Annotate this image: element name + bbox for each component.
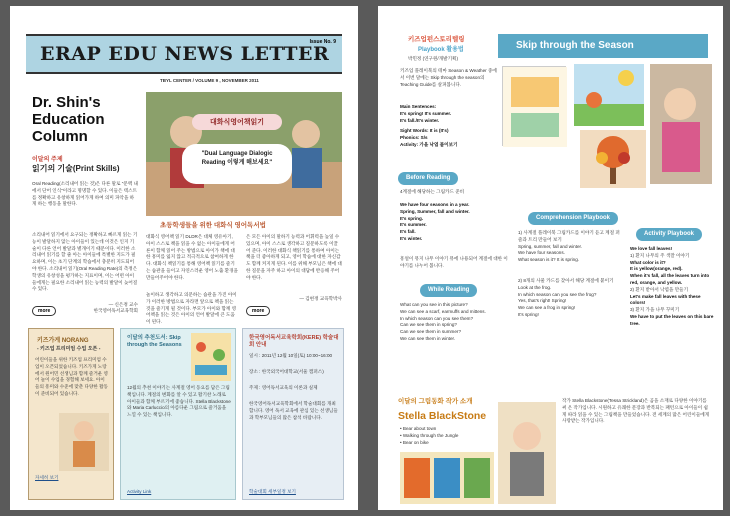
kids-shop-illustration [59,413,109,471]
more-button-2[interactable]: more [246,306,270,316]
main-sentence-1: It's spring! It's summer. [400,111,452,116]
column-2-paragraph-2: 놀이하고 생각하고 의문하는 습관을 가진 아이가 이러한 방법으로 자라면 앞으로 책을 읽는 것을 즐기게 될 것이다. 부모가 아이와 함께 영어책을 읽는 것은 아이의 언어 발달에 큰 도움이 된다. [146,292,237,325]
season-book-photo [574,64,644,126]
author-tag: 박민정 (연구원/개발기획) [408,56,458,61]
comprehension-part-2: 2) 8개의 사물 카드를 찾아서 해당 계절에 붙이기 Look at the frog. In which season can you see the frog? Yes, that's right! Spring! We can see a frog in spring! It's spring! [518,278,614,317]
before-reading-tag: Before Reading [398,172,458,185]
author-books: • Bear about town • Walking through the Jungle • Bear on bike [400,426,459,445]
book-recommendation-box [120,328,236,500]
activity-line: Activity: 가을 낙엽 붙이보기 [400,142,458,147]
before-reading-note: 흥얼이 뮤지 나무 이야기 뮤에 나용되어 계절에 대한 이야기를 나누어 봅니다. [400,256,508,268]
child-photo [650,64,712,184]
conference-text: 한국영어독서교육학회에서 학술대회를 개최합니다. 영어 독서 교육에 관심 있는 선생님들과 학부모님들의 많은 참석 바랍니다. [249,401,338,420]
season-chant: We have four seasons in a year. Spring, Summer, fall and winter. It's spring. It's summer. It's fall. It's winter. [400,202,470,241]
main-sentences-label: Main Sentences: [400,104,437,109]
book-cover-illustration [191,333,231,381]
topic-title: 읽기의 기술(Print Skills) [32,164,120,173]
book-recommendation-text: 12월의 추천 이야기는 사계절 영어 동요를 담은 그림책입니다. 계절의 변화를 알 수 있고 활기찬 노래로 아이들과 함께 부르기에 좋습니다. Stella Blackstone와 Maria Carluccio의 아름다운 그림으로 즐거움을 느낄 수 있는 책입니다. [127,385,231,418]
conference-box [242,328,344,500]
comprehension-part-1: 1) 사계절 플레이북 그림카드를 이야기 듣고 계절 퍼즐과 트리 만들어 보기 Spring, summer, fall and winter. We have four seasons. What season is it? It is spring. [518,230,620,263]
child-illustration [650,64,712,184]
book-recommendation-title: 이달의 추천도서: Skip through the Seasons [127,335,182,348]
kids-shop-title: 키즈가게 NORANG [37,338,89,344]
activity-link[interactable]: Activity Link [127,489,152,494]
tree-craft-photo [580,130,646,188]
topic-label: 이달의 주제 [32,157,63,163]
volume-line: TBYL CENTER / VOLUME 9 , NOVEMBER 2011 [160,78,259,83]
dialogic-reading-photo [146,92,342,216]
comprehension-tag: Comprehension Playbook [528,212,618,225]
masthead-title: ERAP EDU NEWS LETTER [40,43,330,65]
column-1-signature: — 신은정 교수 한국영어독서교육학회 [93,302,138,313]
kids-shop-photo [59,413,109,471]
conference-venue: 장소 : 한국외국어대학교(서울 캠퍼스) [249,369,324,374]
while-reading-questions: What can you see in this picture? We can see a scarf, earmuffs and mittens. In which season can you see them? Can we see them in spring? Can we see them in summer? We can see them in winter. [400,302,486,341]
while-reading-tag: While Reading [420,284,477,297]
book-cover [191,333,231,381]
conference-title: 한국영어독서교육학회(KERE) 학술대회 안내 [249,335,339,348]
activity-playbook-text: We love fall leaves! 1) 환지 나무의 주 색깔 이야기 What color is it? It is yellow(orange, red). When it's fall, all the leaves turn into red, orange, and yellow. 2) 환지 받아서 낙엽을 만들기 Let's make fall leaves with these colors! 3) 환지 가을 나무 꾸미기 We have to put the leaves on this bare tree. [630,246,714,326]
kids-shop-text: 어린이들을 위한 키즈업 프리미엄 수업이 오픈되었습니다. 키즈가게 노랑에서 원어민 선생님과 함께 즐거운 영어 놀이 수업을 경험해 보세요. 아이들의 흥미와 수준에 맞춘 다양한 활동이 준비되어 있습니다. [35,357,108,396]
conference-date: 일시 : 2011년 12월 10일(토) 10:00~16:00 [249,353,333,358]
dialogic-heading: 초등학생들을 위한 대화식 영어독서법 [160,222,266,229]
phonics: Phonics: S/s [400,135,428,140]
newsletter-left-page [10,6,358,510]
section-title: Skip through the Season [516,40,634,51]
brand-title: 키즈업펀스토리텔링 [408,36,465,43]
intro-text: 키즈업 플레이북의 테마 Season & Weather 중에서 이번 달에는 Skip through the season의 Teaching Guide를 살펴봅니다. [400,68,497,87]
playbook-page-illustration [503,67,567,147]
column-2-paragraph-1: 대화식 영어책 읽기 DLDR은 대체 영유아기, 아이 스스로 책을 읽을 수 없는 아이들에게 어른이 함께 읽어 주는 방법으로 아이가 책에 대한 흥미를 잃지 않고 적극적으로 참여하게 한다. 대화식 책읽기를 통해 영어책 읽기를 즐기는 습관을 들이고 자연스러운 영어 노출 환경을 만들어주어야 한다. [146,234,238,280]
dialogic-banner: 대화식영어책읽기 [192,114,282,130]
kids-shop-box [28,328,114,500]
author-portrait [498,402,556,504]
playbook-page-photo [502,66,566,146]
dialogic-quote: "Dual Language Dialogic Reading 이렇게 해보세요" [182,144,292,184]
masthead [26,34,342,74]
headline: Dr. Shin's Education Column [32,94,105,145]
conference-link[interactable]: 학술대회 세부일정 보기 [249,489,296,494]
sight-words: Sight Words: It is (It's) [400,128,449,133]
tree-craft-illustration [580,130,646,188]
author-book-covers [400,452,494,504]
author-portrait-illustration [498,402,556,504]
author-bio: 작가 Stella Blackstone(Tessa Strickland)은 곰을 소재로 다양한 이야기를 써 온 작가입니다. 시원하고 유쾌한 문장과 반복되는 패턴으로 아이들이 쉽게 따라 읽을 수 있는 그림책을 만들었습니다. 전 세계의 많은 어린이들에게 사랑받는 작가입니다. [562,398,710,424]
column-3-signature: — 김현정 교육학박사 [299,296,342,301]
column-3-paragraph: 은 모든 아이의 말하기 능력과 어휘력을 높일 수 있으며, 아이 스스로 생각하고 질문하도록 이끌어 준다. 이러한 대화식 책읽기를 통하여 아이는 책을 더 좋아하게 되고, 영어 학습에 대한 자신감도 함께 커지게 된다. 이를 위해 부모님은 책에 대한 질문을 자주 하고 아이의 대답에 반응해 주어야 한다. [246,234,342,280]
kids-shop-link[interactable]: 자세히 보기 [35,475,59,480]
issue-number: Issue No. 9 [309,39,336,45]
book-covers-illustration [400,452,494,504]
author-name: Stella BlackStone [398,410,487,422]
newsletter-right-page [378,6,723,510]
main-sentence-2: It's fall./It's winter. [400,118,440,123]
conference-theme: 주제 : 영어독서교육의 이론과 실제 [249,385,318,390]
column-1-paragraph-2: 소리내어 읽기에서 요구되는 정확하고 빠르게 읽는 기능이 발달하지 않는 아이들이 있는데 이것은 인지 기술이 다른 언어 발달과 별개이기 때문이다. 이러한 소리내어 읽기를 할 줄 아는 아이들에 특별한 지도가 필요하며, 이는 초기 단계의 학습에서 충분히 지도되어야 한다. 소리내어 읽기(Oral Reading Rate)의 측정은 학생의 유창성을 평가하는 지표이며, 이는 어떤 아이들에게는 필요한 소리내어 읽는 능력의 발달이 늦어질 수 있다. [32,232,138,292]
activity-playbook-tag: Activity Playbook [636,228,702,241]
brand-subtitle: Playbook 활용법 [418,47,464,53]
before-reading-text: 4계절에 해당하는 그림카드 준비 [400,189,465,194]
more-button-1[interactable]: more [32,306,56,316]
author-heading: 이달의 그림동화 작가 소개 [398,398,473,405]
section-title-bar [498,34,708,58]
kids-shop-subtitle: - 키즈업 프리미엄 수업 오픈 - [37,346,101,352]
column-1-paragraph-1: Oral Reading(소리내어 읽는 것)은 다른 말로 "문맥 내에서 단어 인식"이라고 명명할 수 있다. 이들은 텍스트를 정확하고 유창하게 읽어가게 하여 의미 파악을 하게 하는 행동을 말한다. [32,181,138,207]
season-book-illustration [574,64,644,126]
